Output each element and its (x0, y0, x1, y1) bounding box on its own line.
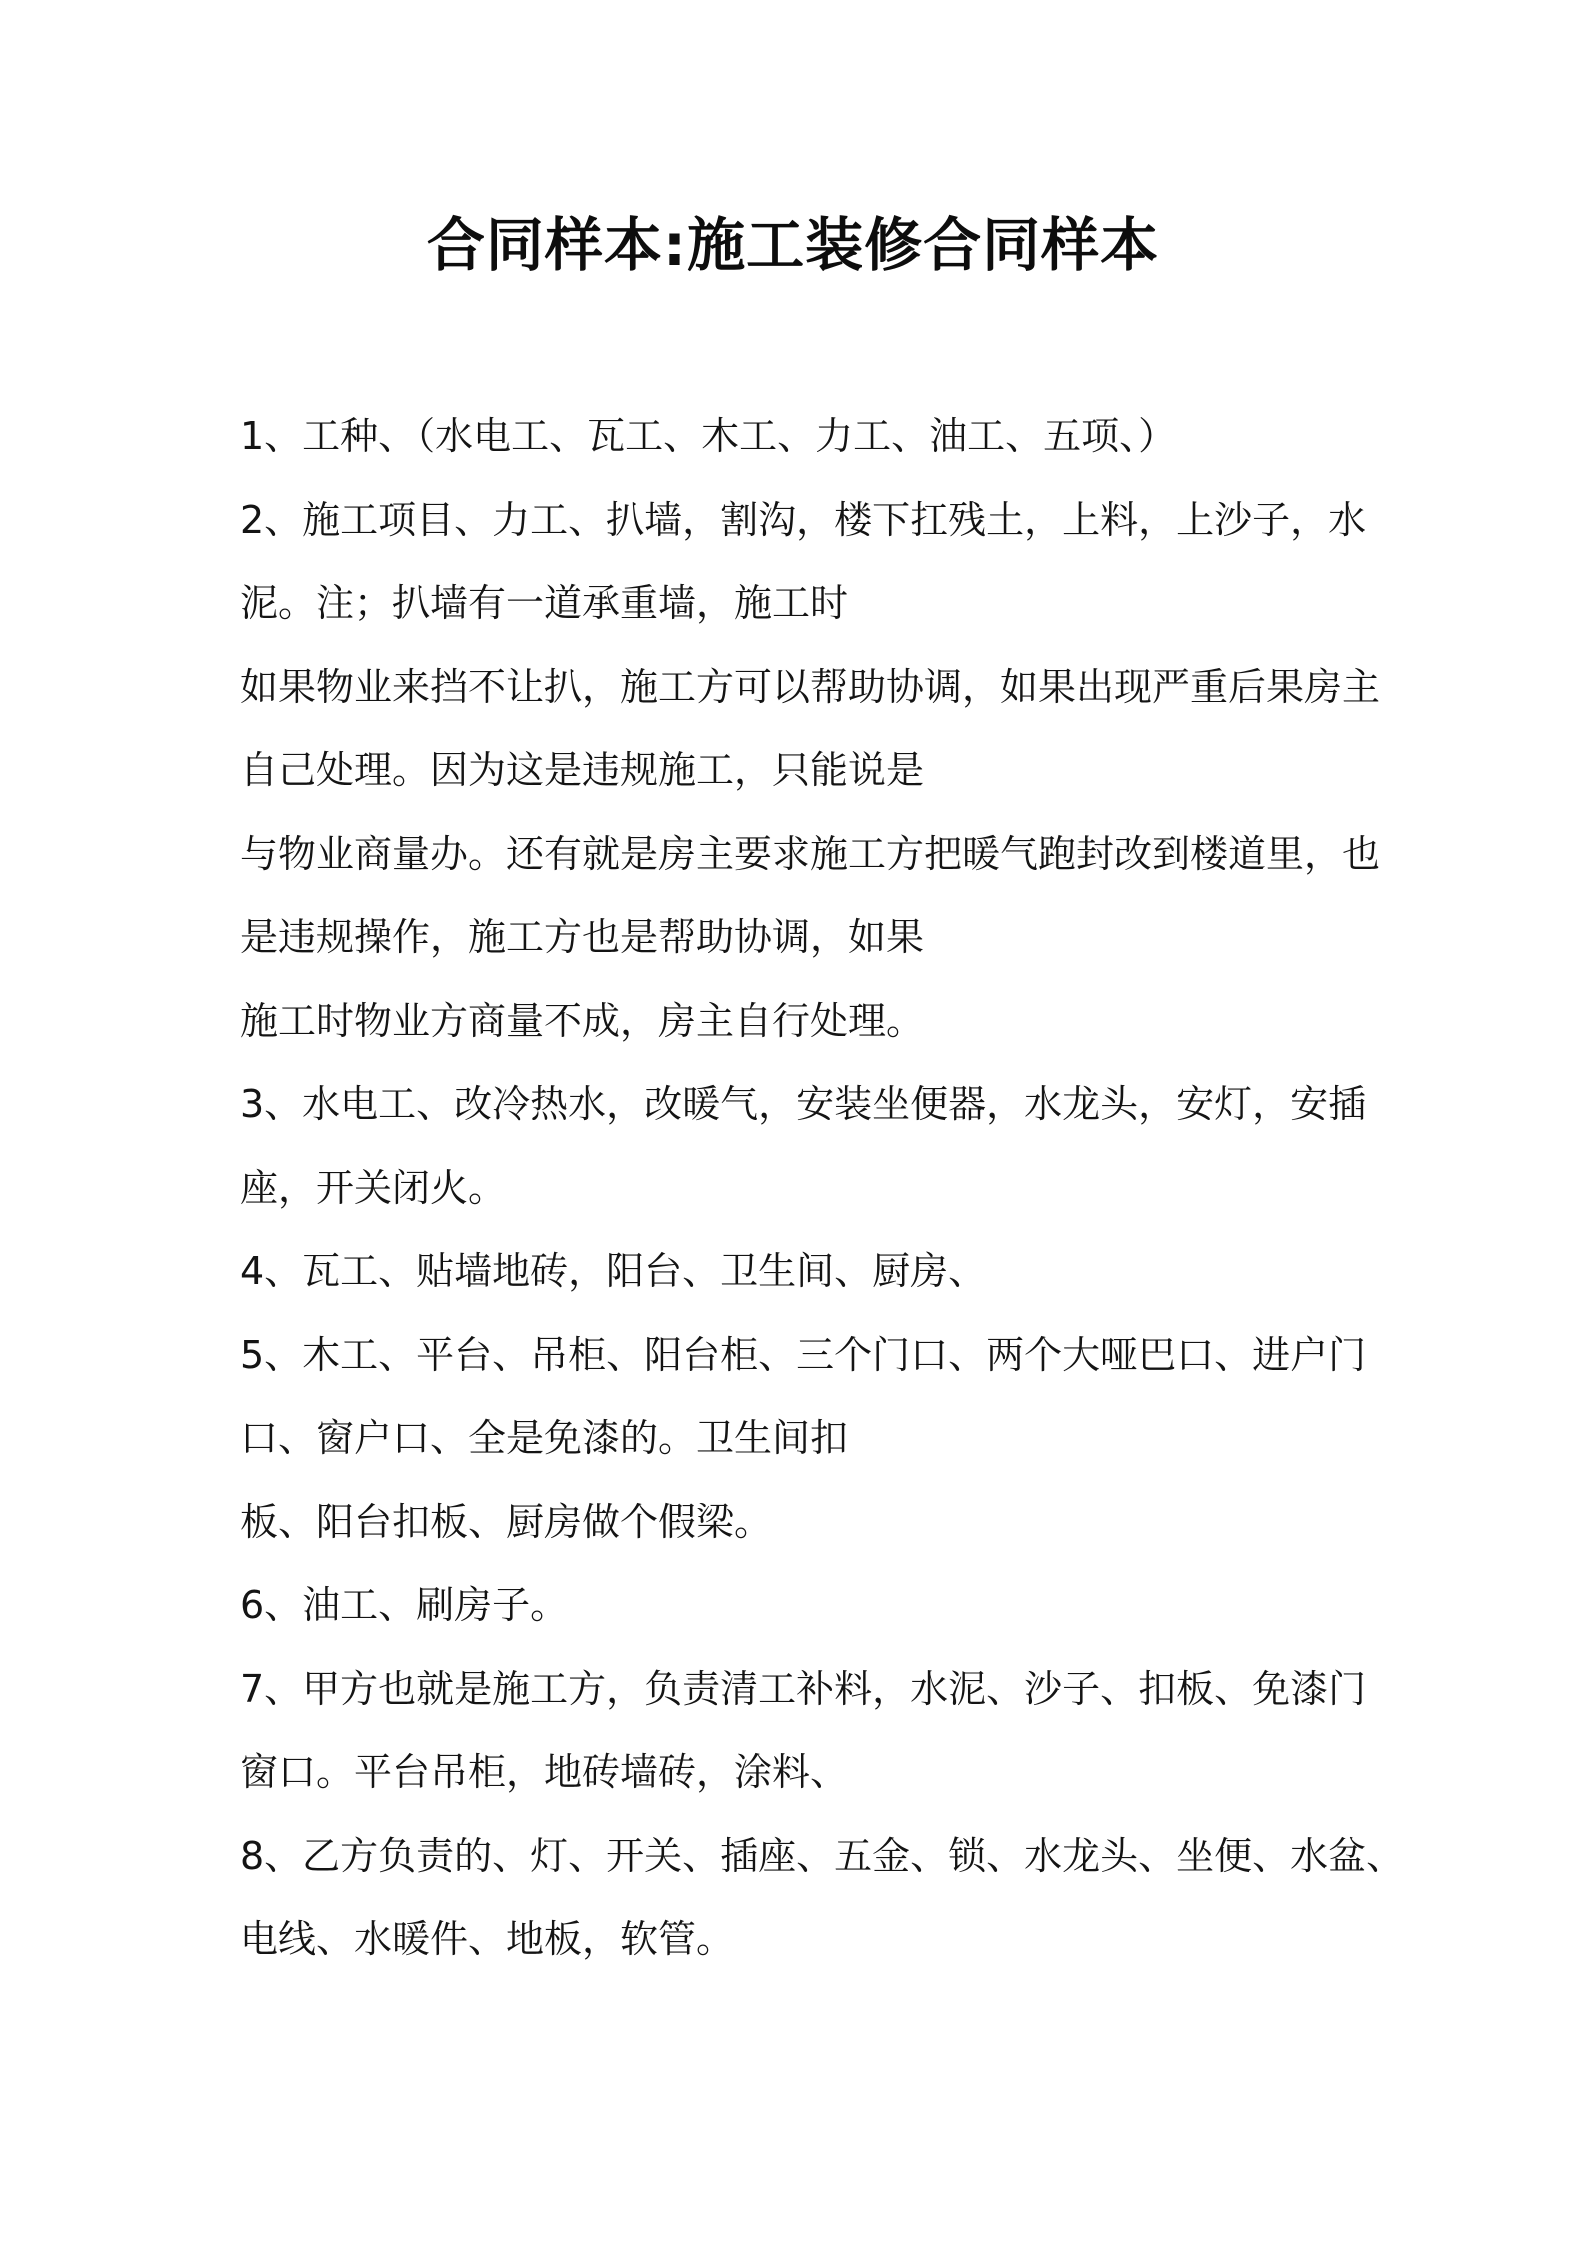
body-line: 4、瓦工、贴墙地砖，阳台、卫生间、厨房、 (240, 1249, 987, 1293)
body-line: 8、乙方负责的、灯、开关、插座、五金、锁、水龙头、坐便、水盆、 (240, 1833, 1405, 1878)
body-line: 口、窗户口、全是免漆的。卫生间扣 (240, 1416, 849, 1460)
body-line: 2、施工项目、力工、扒墙，割沟，楼下扛残土，上料，上沙子，水 (240, 497, 1367, 542)
body-line: 座，开关闭火。 (240, 1165, 507, 1210)
body-line: 窗口。平台吊柜，地砖墙砖，涂料、 (240, 1750, 849, 1794)
body-line: 板、阳台扣板、厨房做个假梁。 (240, 1499, 773, 1544)
body-line: 6、油工、刷房子。 (240, 1583, 569, 1627)
body-line: 3、水电工、改冷热水，改暖气，安装坐便器，水龙头，安灯，安插 (240, 1082, 1367, 1126)
body-line: 如果物业来挡不让扒，施工方可以帮助协调，如果出现严重后果房主 (240, 664, 1381, 709)
body-line: 泥。注；扒墙有一道承重墙，施工时 (240, 581, 849, 625)
document-title: 合同样本:施工装修合同样本 (426, 211, 1160, 279)
body-line: 7、甲方也就是施工方，负责清工补料，水泥、沙子、扣板、免漆门 (240, 1666, 1367, 1711)
body-line: 自己处理。因为这是违规施工，只能说是 (240, 748, 925, 792)
body-line: 与物业商量办。还有就是房主要求施工方把暖气跑封改到楼道里，也 (240, 831, 1381, 876)
document-body (240, 395, 1405, 1982)
body-line: 电线、水暖件、地板，软管。 (240, 1917, 735, 1961)
body-line: 施工时物业方商量不成，房主自行处理。 (240, 998, 925, 1043)
body-line: 1、工种、（水电工、瓦工、木工、力工、油工、五项、） (240, 414, 1177, 458)
body-line: 5、木工、平台、吊柜、阳台柜、三个门口、两个大哑巴口、进户门 (240, 1332, 1367, 1377)
body-line: 是违规操作，施工方也是帮助协调，如果 (240, 915, 925, 959)
